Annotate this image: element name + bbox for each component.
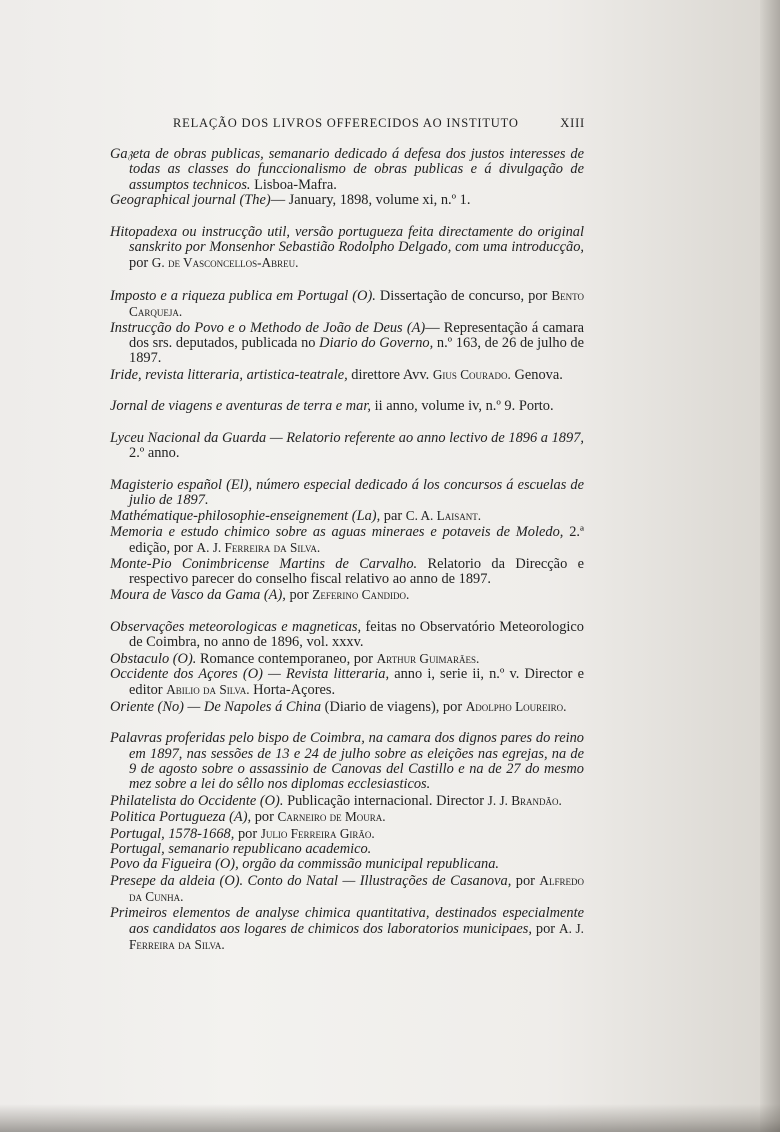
entry-detail: par xyxy=(383,508,403,525)
entry-detail: Horta-Açores. xyxy=(253,682,336,699)
list-entry xyxy=(110,873,584,906)
entry-detail: n.º 163, de 26 de julho de 1897. xyxy=(129,335,585,367)
entry-detail: Publicação internacional. Director xyxy=(287,792,485,809)
entry-detail: — January, 1898, volume xi, n.º 1. xyxy=(270,192,471,209)
list-entry xyxy=(110,699,584,715)
entry-title: Imposto e a riqueza publica em Portugal (O). xyxy=(110,287,376,304)
entry-author: Bento Carqueja. xyxy=(129,287,584,320)
list-entry xyxy=(110,225,584,272)
entry-detail: anno i, serie ii, n.º v. Director e editor xyxy=(129,665,584,699)
separator xyxy=(110,604,584,620)
entry-title: Diario do Governo, xyxy=(319,335,434,352)
entry-title: Obstaculo (O). xyxy=(110,650,197,667)
entry-author: Zeferino Candido. xyxy=(312,587,410,603)
entry-detail: por xyxy=(237,825,258,842)
entry-detail: feitas no Observatório Meteorologico de Coimbra, no anno de 1896, vol. xxxv. xyxy=(129,618,585,651)
entry-detail: por xyxy=(515,872,535,889)
entry-detail: por xyxy=(129,255,149,272)
entry-detail: por xyxy=(254,809,274,826)
list-entry xyxy=(110,906,584,954)
page-edge-shadow xyxy=(760,0,780,1132)
list-entry xyxy=(110,557,584,588)
list-entry xyxy=(110,667,584,699)
entry-detail: Dissertação de concurso, por xyxy=(379,287,548,304)
entry-author: J. J. Brandão. xyxy=(487,792,562,808)
list-entry xyxy=(110,857,584,872)
list-entry xyxy=(110,793,584,809)
list-entry xyxy=(110,508,584,524)
list-entry xyxy=(110,587,584,603)
list-entry xyxy=(110,288,584,321)
separator xyxy=(110,272,584,288)
separator xyxy=(110,209,584,225)
entry-author: Adolpho Loureiro. xyxy=(465,698,567,714)
entry-title: Ga𝔷eta de obras publicas, semanario dedicado á defesa dos justos interesses de todas as classes do funccionalismo de obras publicas e á divulgação de assumptos technicos. xyxy=(110,146,584,193)
separator xyxy=(110,383,584,399)
entry-title: Lyceu Nacional da Guarda — Relatorio referente ao anno lectivo de 1896 a 1897, xyxy=(110,429,584,446)
list-entry xyxy=(110,478,584,509)
entry-detail: direttore Avv. xyxy=(351,366,430,383)
separator xyxy=(110,462,584,478)
entry-title: Presepe da aldeia (O). Conto do Natal — Illustrações de Casanova, xyxy=(110,872,512,889)
entry-detail: — Representação á camara dos srs. deputados, publicada no xyxy=(129,319,584,352)
entry-title: Philatelista do Occidente (O). xyxy=(110,792,284,809)
list-entry xyxy=(110,193,584,208)
separator xyxy=(110,415,584,431)
entry-detail: por xyxy=(289,587,309,604)
entry-author: A. J. Ferreira da Silva. xyxy=(196,540,321,556)
list-entry xyxy=(110,399,584,414)
entry-detail: (Diario de viagens), por xyxy=(324,698,463,715)
entry-title: Observações meteorologicas e magneticas, xyxy=(110,618,362,635)
page-bottom-shadow xyxy=(0,1104,780,1132)
page-number: XIII xyxy=(560,116,585,130)
header-title: RELAÇÃO DOS LIVROS OFFERECIDOS AO INSTITUTO xyxy=(173,116,519,130)
list-entry xyxy=(110,431,584,462)
entry-detail: por xyxy=(535,921,556,938)
list-entry xyxy=(110,731,584,793)
entry-title: Portugal, semanario republicano academico. xyxy=(110,841,372,858)
entry-detail: 2.ª edição, por xyxy=(129,523,584,557)
entry-title: Hitopadexa ou instrucção util, versão portugueza feita directamente do original sanskrito por Monsenhor Sebastião Rodolpho Delgado, com uma introducção, xyxy=(110,223,584,256)
entry-title: Povo da Figueira (O), orgão da commissão municipal republicana. xyxy=(110,856,500,873)
entry-title: Politica Portugueza (A), xyxy=(110,809,252,826)
entry-title: Geographical journal (The) xyxy=(110,192,271,209)
entry-author: G. de Vasconcellos-Abreu. xyxy=(151,255,299,271)
entry-title: Jornal de viagens e aventuras de terra e mar, xyxy=(110,398,371,415)
list-entry xyxy=(110,651,584,667)
entry-title: Mathématique-philosophie-enseignement (La), xyxy=(110,508,381,525)
list-entry xyxy=(110,147,584,193)
entry-author: A. J. Ferreira da Silva. xyxy=(129,921,584,953)
entry-detail: Romance contemporaneo, por xyxy=(199,650,373,667)
entry-detail: ii anno, volume iv, n.º 9. Porto. xyxy=(374,398,554,415)
entry-title: Occidente dos Açores (O) — Revista litteraria, xyxy=(110,665,390,682)
entry-title: Oriente (No) — De Napoles á China xyxy=(110,698,322,715)
list-entry xyxy=(110,842,584,857)
entry-detail: Lisboa-Mafra. xyxy=(254,176,337,193)
entry-title: Iride, revista litteraria, artistica-teatrale, xyxy=(110,366,348,383)
list-entry xyxy=(110,321,584,367)
entry-author: Abilio da Silva. xyxy=(166,682,250,698)
entry-title: Monte-Pio Conimbricense Martins de Carvalho. xyxy=(110,555,418,572)
entry-title: Memoria e estudo chimico sobre as aguas mineraes e potaveis de Moledo, xyxy=(110,523,564,540)
entry-detail: 2.º anno. xyxy=(129,445,180,462)
entry-author: Alfredo da Cunha. xyxy=(129,872,584,905)
list-entry xyxy=(110,809,584,825)
list-entry xyxy=(110,620,584,651)
entry-title: Magisterio español (El), número especial dedicado á los concursos á escuelas de julio de 1897. xyxy=(110,476,584,508)
entry-title: Palavras proferidas pelo bispo de Coimbra, na camara dos dignos pares do reino em 1897, nas sessões de 13 e 24 de julho sobre as eleições nas egrejas, na de 9 de agosto sobre o assassinio de Canovas del Castillo e na de 27 do mesmo mez sobre a lei do sêllo nos diplomas ecclesiasticos. xyxy=(110,730,584,793)
entry-author: C. A. Laisant. xyxy=(405,508,482,524)
entry-detail: Relatorio da Direcção e respectivo parecer do conselho fiscal relativo ao anno de 1897. xyxy=(129,555,584,587)
book-list xyxy=(110,147,584,954)
entry-author: Julio Ferreira Girão. xyxy=(260,825,375,841)
entry-title: Instrucção do Povo e o Methodo de João de Deus (A) xyxy=(110,319,426,336)
entry-author: Carneiro de Moura. xyxy=(277,809,386,825)
entry-detail: Genova. xyxy=(514,366,563,383)
list-entry xyxy=(110,826,584,842)
entry-author: Gius Courado. xyxy=(432,366,511,382)
entry-title: Primeiros elementos de analyse chimica quantitativa, destinados especialmente aos candidatos aos logares de chimicos dos laboratorios municipaes, xyxy=(110,904,584,938)
entry-author: Arthur Guimarães. xyxy=(376,650,480,666)
separator xyxy=(110,715,584,731)
entry-title: Portugal, 1578-1668, xyxy=(110,825,235,842)
list-entry xyxy=(110,525,584,557)
list-entry xyxy=(110,367,584,383)
entry-title: Moura de Vasco da Gama (A), xyxy=(110,587,286,604)
